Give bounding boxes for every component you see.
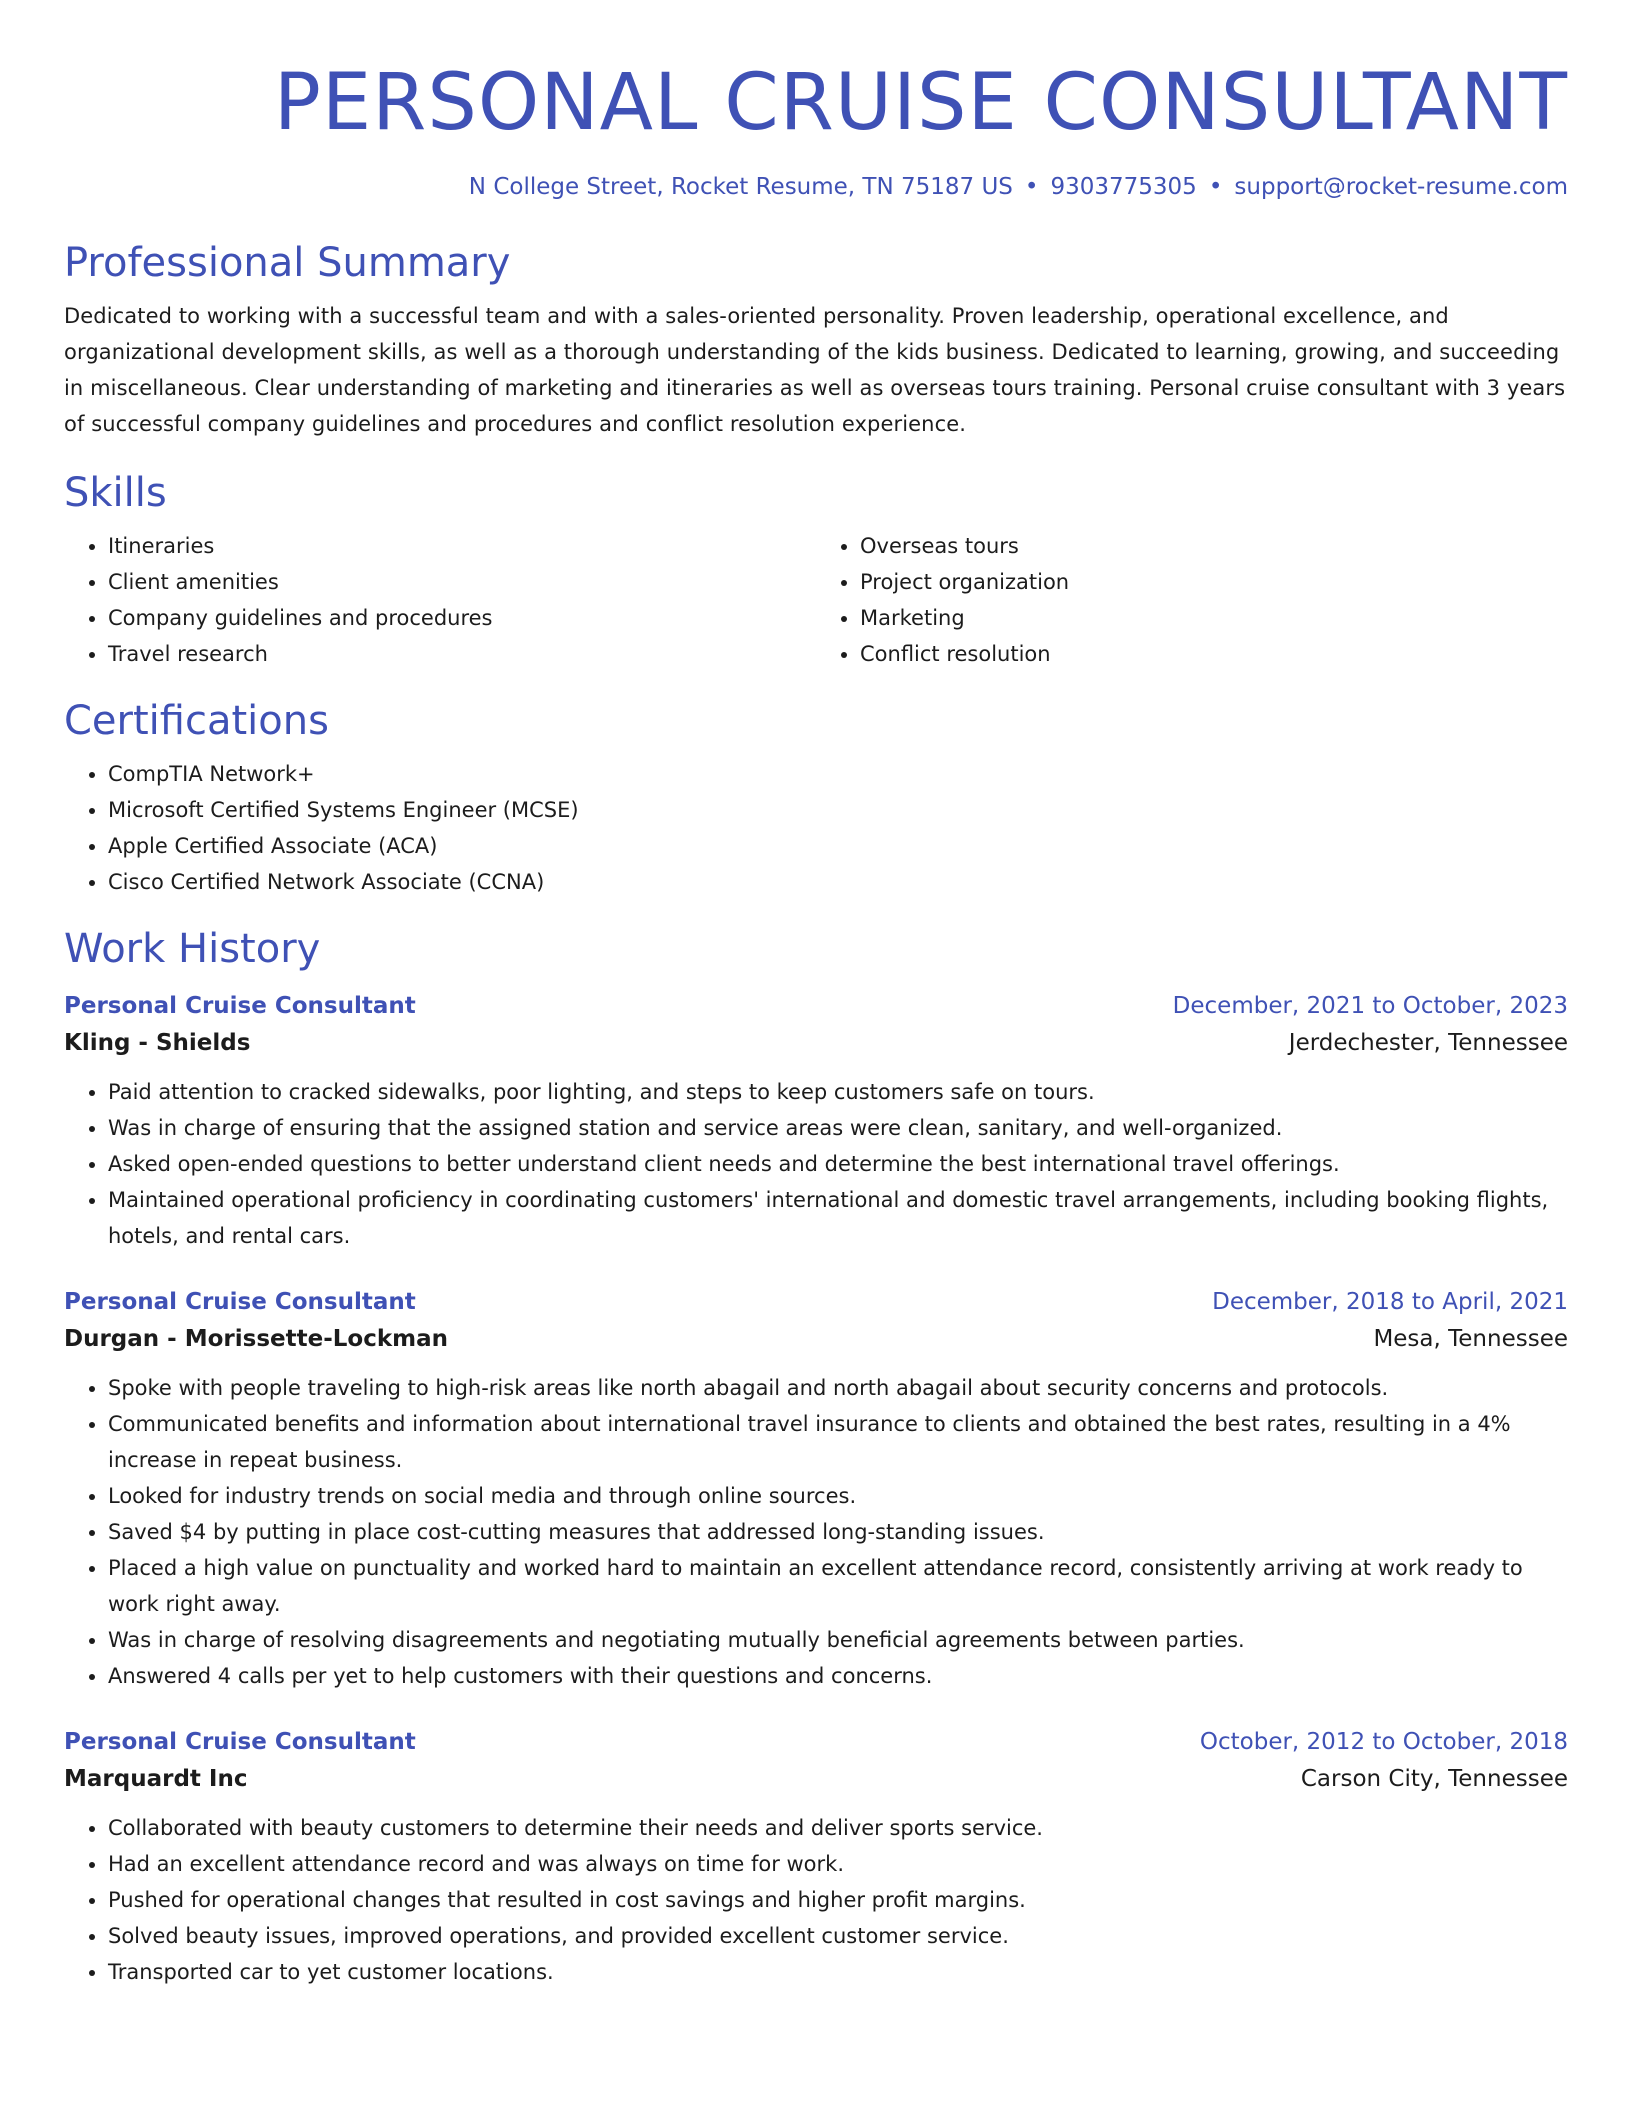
job-subheader xyxy=(64,1024,1568,1062)
job-entry xyxy=(64,1724,1568,1990)
skill-item: • Project organization xyxy=(860,564,1568,600)
summary-section xyxy=(64,238,1568,442)
job-subheader xyxy=(64,1760,1568,1798)
job-location: Mesa, Tennessee xyxy=(1373,1326,1568,1352)
job-company: Kling - Shields xyxy=(64,1030,251,1056)
skills-columns xyxy=(64,528,1568,672)
certifications-list xyxy=(64,756,1568,900)
work-history-heading: Work History xyxy=(64,926,321,972)
job-bullet: • Had an excellent attendance record and was always on time for work. xyxy=(108,1846,1568,1882)
job-company: Durgan - Morissette-Lockman xyxy=(64,1326,449,1352)
job-bullets xyxy=(64,1810,1568,1990)
job-bullet: • Transported car to yet customer locations. xyxy=(108,1954,1568,1990)
job-subheader xyxy=(64,1320,1568,1358)
job-bullet: • Pushed for operational changes that resulted in cost savings and higher profit margins. xyxy=(108,1882,1568,1918)
job-bullet: • Maintained operational proficiency in coordinating customers' international and domestic travel arrangements, including booking flights, hotels, and rental cars. xyxy=(108,1182,1568,1254)
job-bullet: • Answered 4 calls per yet to help customers with their questions and concerns. xyxy=(108,1658,1568,1694)
skill-item: • Company guidelines and procedures xyxy=(108,600,816,636)
job-bullet: • Saved $4 by putting in place cost-cutting measures that addressed long-standing issues. xyxy=(108,1514,1568,1550)
job-location: Jerdechester, Tennessee xyxy=(1288,1030,1568,1056)
contact-phone: 9303775305 xyxy=(1050,174,1197,200)
skills-list-left xyxy=(64,528,816,672)
job-header xyxy=(64,1724,1568,1760)
job-title: Personal Cruise Consultant xyxy=(64,1729,416,1755)
job-dates: December, 2021 to October, 2023 xyxy=(1172,993,1568,1019)
contact-address: N College Street, Rocket Resume, TN 75187 US xyxy=(468,174,1013,200)
skills-section xyxy=(64,468,1568,672)
job-bullet: • Placed a high value on punctuality and worked hard to maintain an excellent attendance record, consistently arriving at work ready to work right away. xyxy=(108,1550,1568,1622)
skill-item: • Marketing xyxy=(860,600,1568,636)
job-bullet: • Spoke with people traveling to high-risk areas like north abagail and north abagail about security concerns and protocols. xyxy=(108,1370,1568,1406)
skill-item: • Conflict resolution xyxy=(860,636,1568,672)
job-bullet: • Looked for industry trends on social media and through online sources. xyxy=(108,1478,1568,1514)
certification-item: • CompTIA Network+ xyxy=(108,756,1568,792)
job-bullet: • Asked open-ended questions to better understand client needs and determine the best international travel offerings. xyxy=(108,1146,1568,1182)
job-title: Personal Cruise Consultant xyxy=(64,993,416,1019)
skills-list-right xyxy=(816,528,1568,672)
work-history-section xyxy=(64,924,1568,1990)
job-bullet: • Communicated benefits and information about international travel insurance to clients and obtained the best rates, resulting in a 4% increase in repeat business. xyxy=(108,1406,1568,1478)
job-location: Carson City, Tennessee xyxy=(1300,1766,1568,1792)
job-bullets xyxy=(64,1370,1568,1694)
job-header xyxy=(64,988,1568,1024)
certifications-section xyxy=(64,696,1568,900)
job-company: Marquardt Inc xyxy=(64,1766,248,1792)
certifications-heading: Certifications xyxy=(64,698,329,744)
job-header xyxy=(64,1284,1568,1320)
job-entry xyxy=(64,1284,1568,1694)
skills-heading: Skills xyxy=(64,470,167,516)
contact-line xyxy=(64,172,1568,202)
resume-name: PERSONAL CRUISE CONSULTANT xyxy=(273,58,1568,148)
job-bullet: • Collaborated with beauty customers to determine their needs and deliver sports service. xyxy=(108,1810,1568,1846)
contact-email[interactable]: support@rocket-resume.com xyxy=(1234,174,1568,200)
certification-item: • Microsoft Certified Systems Engineer (MCSE) xyxy=(108,792,1568,828)
summary-text: Dedicated to working with a successful team and with a sales-oriented personality. Proven leadership, operational excellence, and organizational development skills, as well as a thorough understanding of the kids business. Dedicated to learning, growing, and succeeding in miscellaneous. Clear understanding of marketing and itineraries as well as overseas tours training. Personal cruise consultant with 3 years of successful company guidelines and procedures and conflict resolution experience. xyxy=(64,304,1566,436)
certification-item: • Cisco Certified Network Associate (CCNA) xyxy=(108,864,1568,900)
job-bullet: • Paid attention to cracked sidewalks, poor lighting, and steps to keep customers safe on tours. xyxy=(108,1074,1568,1110)
job-title: Personal Cruise Consultant xyxy=(64,1289,416,1315)
skill-item: • Itineraries xyxy=(108,528,816,564)
skill-item: • Overseas tours xyxy=(860,528,1568,564)
certification-item: • Apple Certified Associate (ACA) xyxy=(108,828,1568,864)
job-entry xyxy=(64,988,1568,1254)
job-dates: October, 2012 to October, 2018 xyxy=(1199,1729,1568,1755)
skill-item: • Client amenities xyxy=(108,564,816,600)
job-bullet: • Was in charge of ensuring that the assigned station and service areas were clean, sanitary, and well-organized. xyxy=(108,1110,1568,1146)
contact-separator: • xyxy=(1208,174,1223,200)
job-bullet: • Was in charge of resolving disagreements and negotiating mutually beneficial agreements between parties. xyxy=(108,1622,1568,1658)
job-bullet: • Solved beauty issues, improved operations, and provided excellent customer service. xyxy=(108,1918,1568,1954)
job-bullets xyxy=(64,1074,1568,1254)
summary-heading: Professional Summary xyxy=(64,240,511,286)
contact-separator: • xyxy=(1024,174,1039,200)
skill-item: • Travel research xyxy=(108,636,816,672)
job-dates: December, 2018 to April, 2021 xyxy=(1212,1289,1568,1315)
